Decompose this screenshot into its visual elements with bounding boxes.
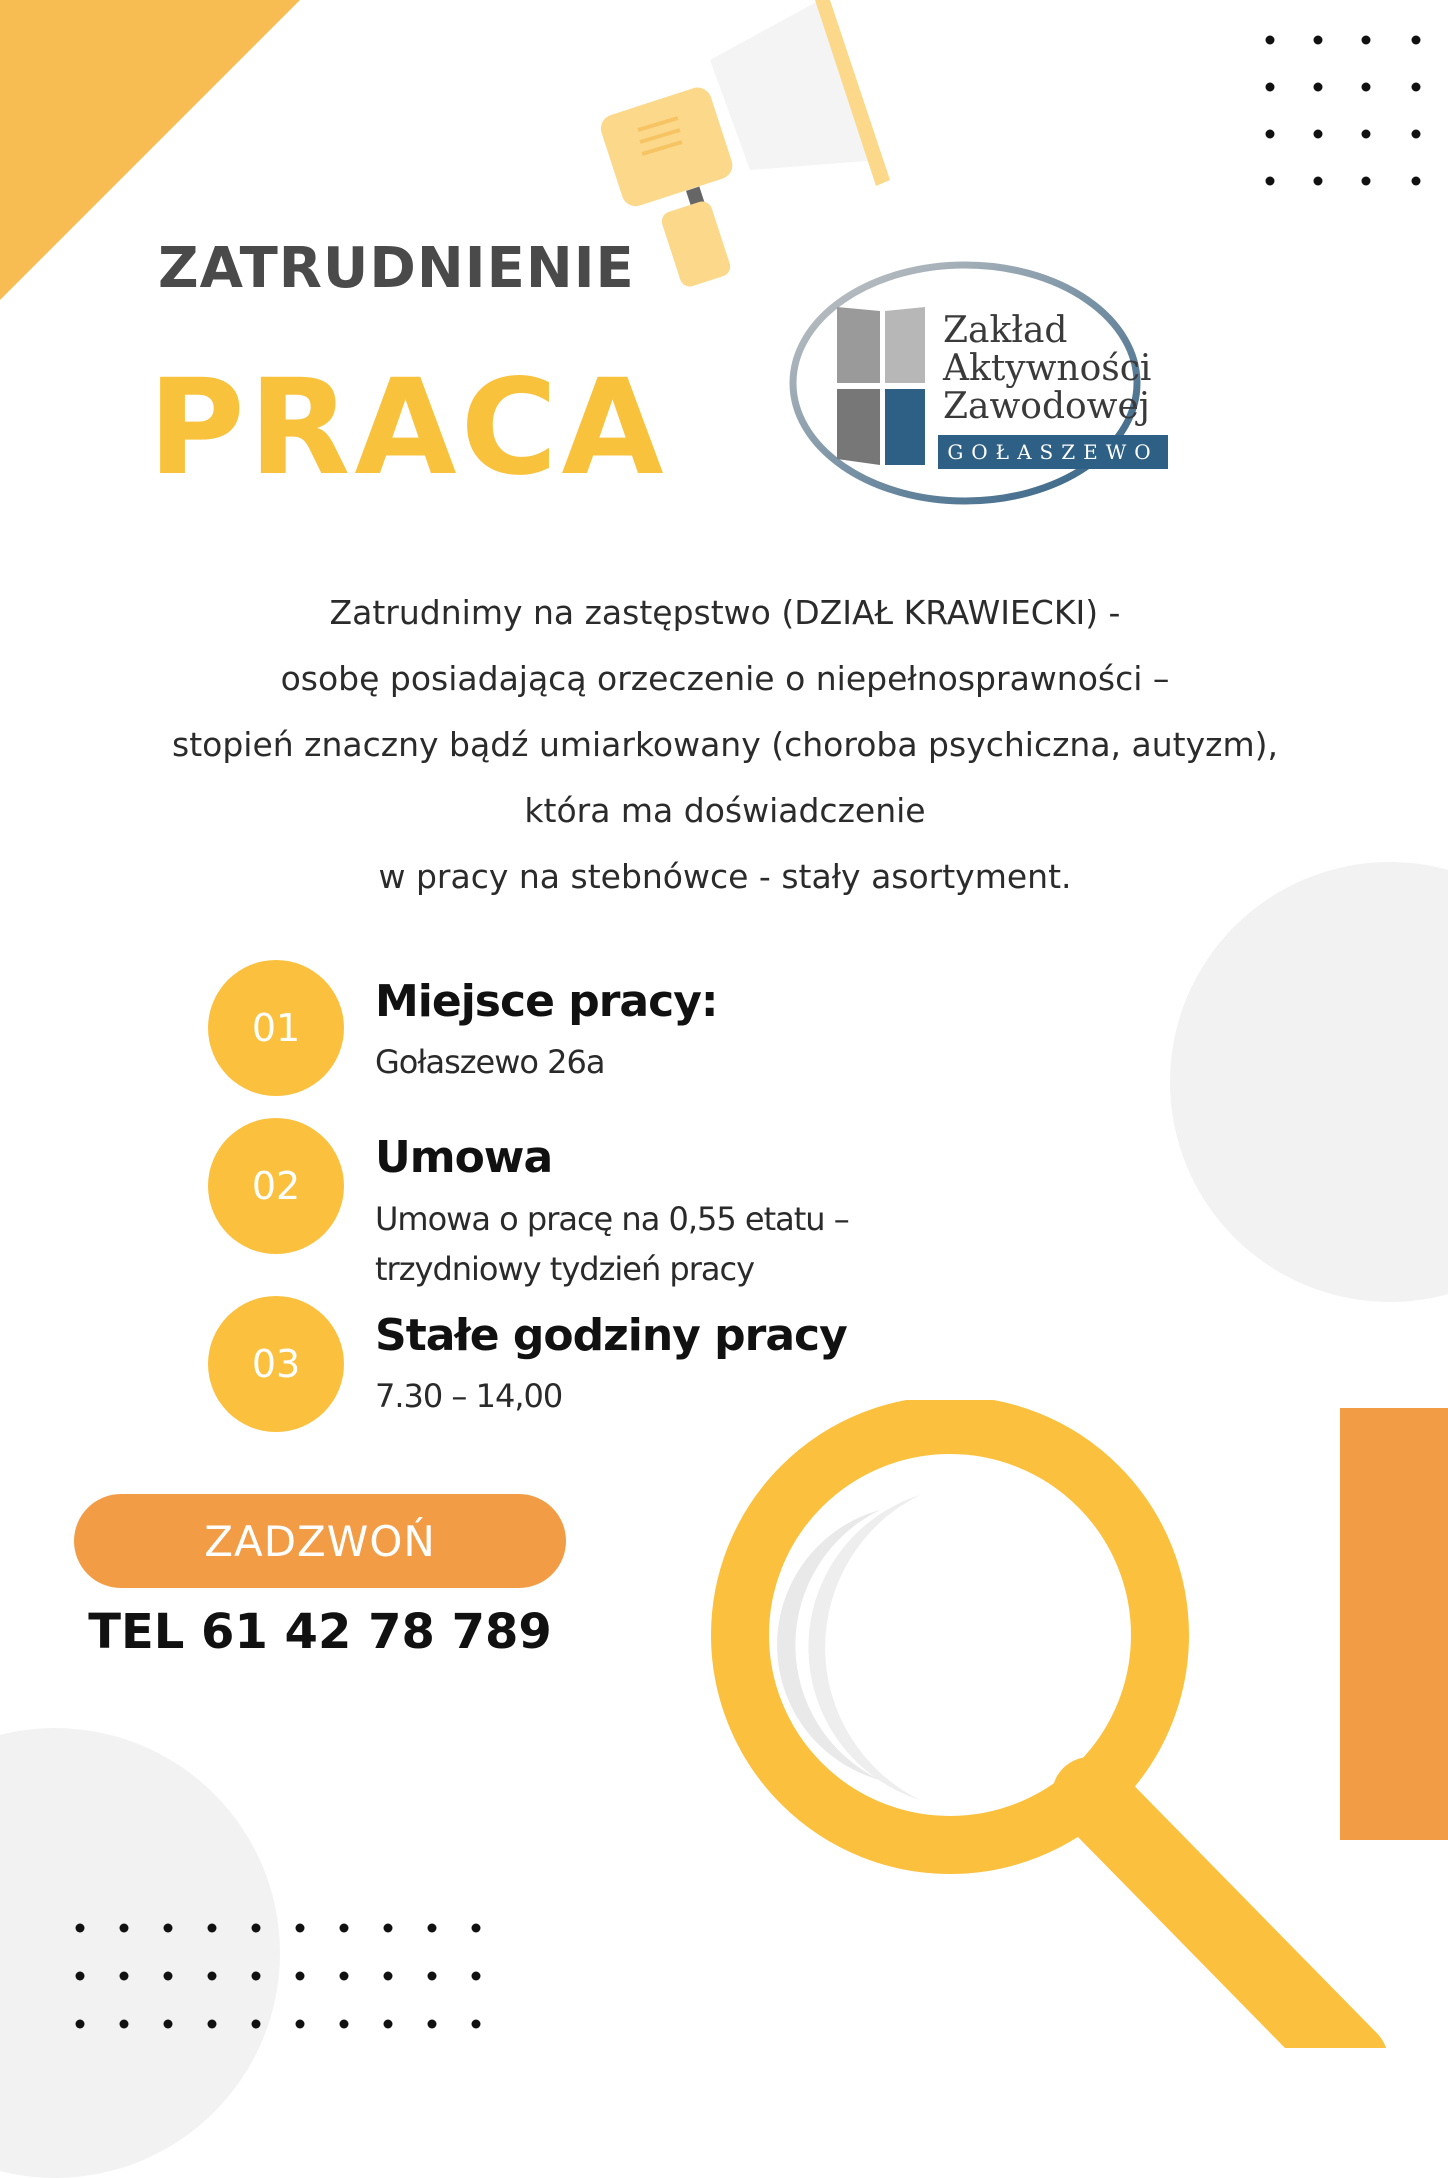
item-desc-hours: 7.30 – 14,00 <box>375 1377 563 1415</box>
job-description <box>40 580 1410 910</box>
company-logo <box>775 255 1175 515</box>
description-line: w pracy na stebnówce - stały asortyment. <box>378 857 1072 896</box>
description-line: osobę posiadającą orzeczenie o niepełnosprawności – <box>280 659 1170 698</box>
dot-grid-top-decoration <box>1256 32 1446 192</box>
logo-location-band: GOŁASZEWO <box>938 435 1168 469</box>
item-desc-contract-line-1: Umowa o pracę na 0,55 etatu – <box>375 1200 849 1238</box>
item-title-contract: Umowa <box>375 1132 553 1183</box>
item-desc-workplace: Gołaszewo 26a <box>375 1043 605 1081</box>
dot-grid-bottom-decoration <box>66 1916 506 2046</box>
phone-number[interactable]: TEL 61 42 78 789 <box>88 1604 552 1660</box>
item-number-badge: 02 <box>208 1118 344 1254</box>
item-number-badge: 01 <box>208 960 344 1096</box>
description-line: stopień znaczny bądź umiarkowany (choroba psychiczna, autyzm), <box>172 725 1278 764</box>
magnifier-icon <box>650 1400 1448 2048</box>
item-title-hours: Stałe godziny pracy <box>375 1310 847 1361</box>
description-line: Zatrudnimy na zastępstwo (DZIAŁ KRAWIECKI) - <box>329 593 1121 632</box>
call-button[interactable]: ZADZWOŃ <box>74 1494 566 1588</box>
grey-circle-right-decoration <box>1170 862 1448 1302</box>
page-title: PRACA <box>148 351 668 505</box>
item-title-workplace: Miejsce pracy: <box>375 976 718 1027</box>
megaphone-icon <box>590 0 910 290</box>
description-line: która ma doświadczenie <box>524 791 926 830</box>
logo-line-2: Aktywności <box>943 348 1152 389</box>
logo-line-3: Zawodowej <box>943 386 1150 427</box>
logo-line-1: Zakład <box>943 310 1068 351</box>
subtitle-heading: ZATRUDNIENIE <box>158 236 635 301</box>
item-number-badge: 03 <box>208 1296 344 1432</box>
item-desc-contract-line-2: trzydniowy tydzień pracy <box>375 1250 755 1288</box>
